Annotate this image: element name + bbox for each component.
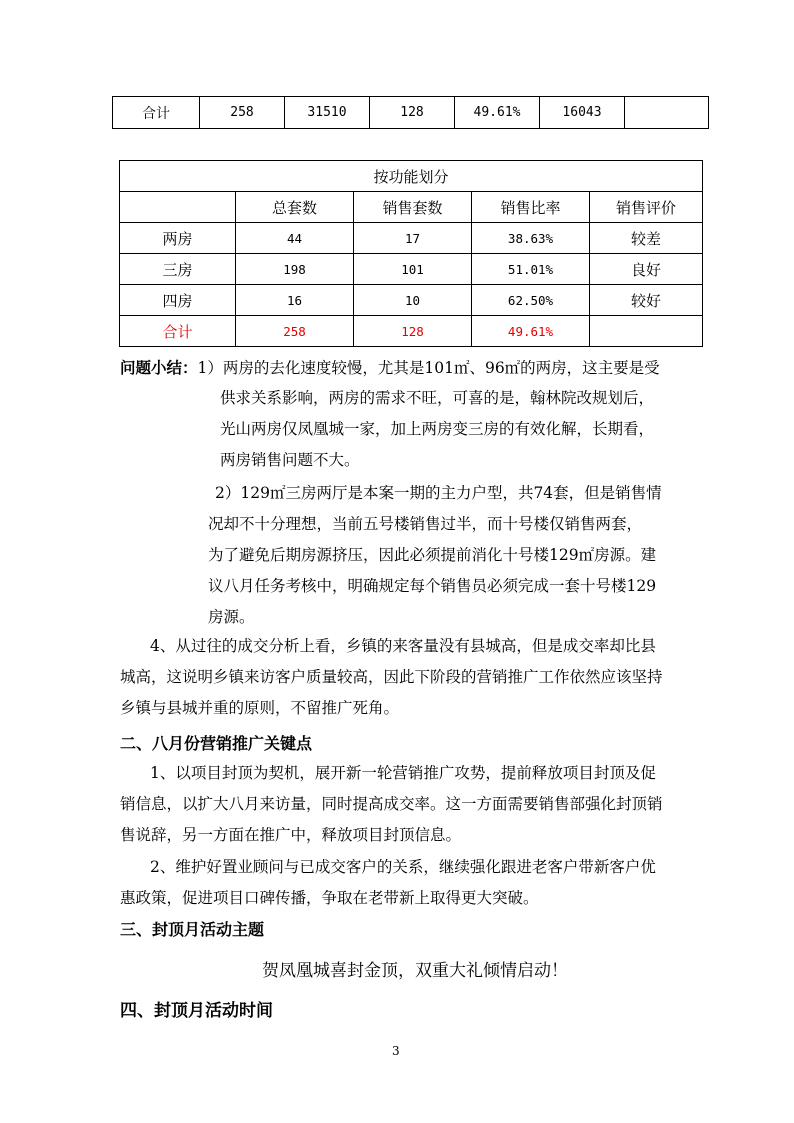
table-header-cell: 总套数	[236, 192, 354, 223]
table-cell: 17	[354, 223, 472, 254]
table-cell: 44	[236, 223, 354, 254]
section-4-heading: 四、封顶月活动时间	[120, 1001, 273, 1021]
activity-theme: 贺凤凰城喜封金顶，双重大礼倾情启动！	[262, 961, 568, 981]
table-cell: 两房	[120, 223, 236, 254]
text-line: 两房销售问题不大。	[220, 451, 360, 469]
table-header-row	[120, 192, 703, 223]
section-3-heading: 三、封顶月活动主题	[120, 920, 265, 939]
table-header-cell: 销售评价	[590, 192, 703, 223]
page-number: 3	[392, 1044, 400, 1058]
table-cell: 258	[200, 97, 285, 129]
table-cell: 49.61%	[472, 316, 590, 347]
table-cell: 合计	[120, 316, 236, 347]
table-cell: 128	[370, 97, 455, 129]
table-title-row	[120, 161, 703, 192]
table-cell: 101	[354, 254, 472, 285]
table-cell: 51.01%	[472, 254, 590, 285]
table-title: 按功能划分	[120, 161, 703, 192]
text-line: 销信息，以扩大八月来访量，同时提高成交率。这一方面需要销售部强化封顶销	[120, 795, 663, 813]
table-cell: 31510	[285, 97, 370, 129]
table-header-cell: 销售比率	[472, 192, 590, 223]
text-line: 城高，这说明乡镇来访客户质量较高，因此下阶段的营销推广工作依然应该坚持	[120, 668, 663, 686]
table-cell: 较好	[590, 285, 703, 316]
table-cell: 198	[236, 254, 354, 285]
text-line: 光山两房仅凤凰城一家，加上两房变三房的有效化解，长期看，	[220, 420, 655, 438]
summary-paragraph-1	[120, 352, 660, 384]
table-cell: 62.50%	[472, 285, 590, 316]
table-total-row	[120, 316, 703, 347]
function-division-table	[119, 160, 703, 347]
table-cell: 128	[354, 316, 472, 347]
table-cell: 258	[236, 316, 354, 347]
summary-label: 问题小结：	[120, 358, 198, 377]
text-line: 售说辞，另一方面在推广中，释放项目封顶信息。	[120, 826, 462, 844]
table-cell: 良好	[590, 254, 703, 285]
table-row	[120, 223, 703, 254]
text-line: 4、从过往的成交分析上看，乡镇的来客量没有县城高，但是成交率却比县	[150, 637, 656, 655]
table-cell: 16	[236, 285, 354, 316]
text-line: 2、维护好置业顾问与已成交客户的关系，继续强化跟进老客户带新客户优	[150, 858, 656, 876]
table-cell: 合计	[113, 97, 200, 129]
summary-paragraph-2-cont	[208, 509, 656, 633]
section-2-heading: 二、八月份营销推广关键点	[120, 734, 313, 753]
table-cell: 16043	[540, 97, 625, 129]
summary-paragraph-2	[215, 478, 662, 509]
table-row	[120, 285, 703, 316]
table-cell	[590, 316, 703, 347]
text-line: 况却不十分理想，当前五号楼销售过半，而十号楼仅销售两套，	[208, 515, 643, 533]
text-line: 为了避免后期房源挤压，因此必须提前消化十号楼129㎡房源。建	[208, 546, 657, 564]
text-line: 供求关系影响，两房的需求不旺，可喜的是，翰林院改规划后，	[220, 389, 655, 407]
section-2-paragraph-1	[120, 758, 663, 851]
summary-paragraph-1-cont	[220, 383, 654, 476]
table-cell: 49.61%	[455, 97, 540, 129]
text-line: 惠政策，促进项目口碑传播，争取在老带新上取得更大突破。	[120, 889, 539, 907]
table-header-cell	[120, 192, 236, 223]
section-2-paragraph-2	[120, 852, 656, 914]
table-row	[120, 254, 703, 285]
text-line: 1）两房的去化速度较慢，尤其是101㎡、96㎡的两房，这主要是受	[197, 359, 660, 377]
table-cell: 较差	[590, 223, 703, 254]
text-line: 乡镇与县城并重的原则，不留推广死角。	[120, 699, 400, 717]
text-line: 房源。	[208, 608, 255, 626]
summary-paragraph-4	[120, 631, 663, 724]
text-line: 1、以项目封顶为契机，展开新一轮营销推广攻势，提前释放项目封顶及促	[150, 764, 656, 782]
table-row	[113, 97, 709, 129]
table-cell: 38.63%	[472, 223, 590, 254]
text-line: 议八月任务考核中，明确规定每个销售员必须完成一套十号楼129	[208, 577, 657, 595]
table-header-cell: 销售套数	[354, 192, 472, 223]
table-cell: 四房	[120, 285, 236, 316]
table-cell	[625, 97, 709, 129]
table-cell: 三房	[120, 254, 236, 285]
summary-total-table	[112, 96, 709, 129]
table-cell: 10	[354, 285, 472, 316]
text-line: 2）129㎡三房两厅是本案一期的主力户型，共74套，但是销售情	[215, 484, 662, 502]
